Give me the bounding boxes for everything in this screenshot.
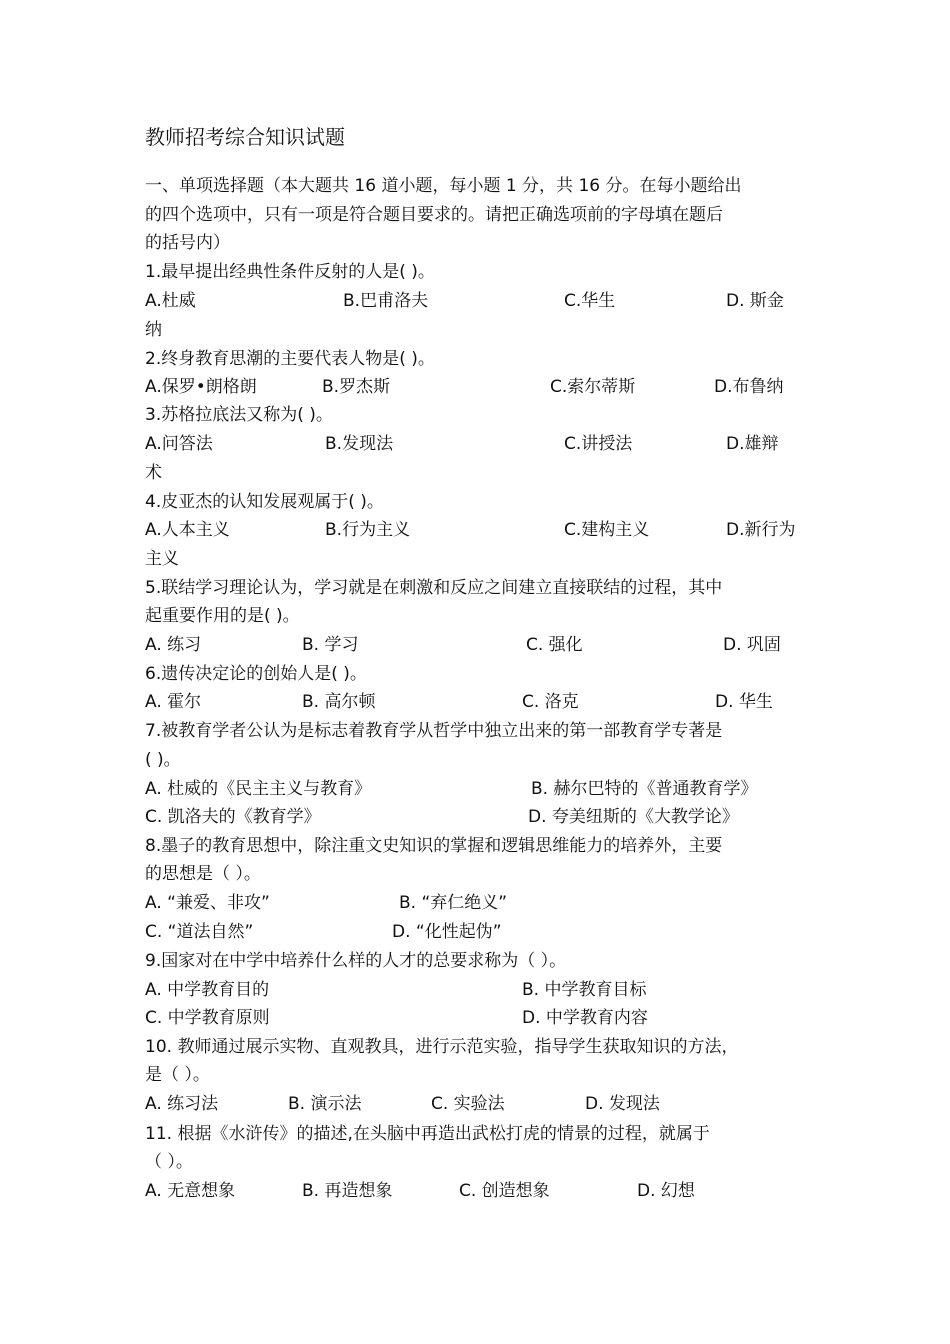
question-11-option-c: C. 创造想象 — [459, 1181, 550, 1201]
question-5-stem-line-1: 5.联结学习理论认为，学习就是在刺激和反应之间建立直接联结的过程，其中 — [145, 578, 723, 598]
question-10-option-a: A. 练习法 — [145, 1094, 219, 1114]
question-2-option-b: B.罗杰斯 — [322, 377, 391, 397]
question-8-stem-line-2: 的思想是（ ）。 — [145, 864, 261, 884]
question-11-stem-line-2: （ ）。 — [145, 1152, 193, 1172]
question-2-stem: 2.终身教育思潮的主要代表人物是( )。 — [145, 349, 435, 369]
question-6-option-c: C. 洛克 — [522, 692, 579, 712]
question-4-option-a: A.人本主义 — [145, 520, 230, 540]
question-10-stem-line-1: 10. 教师通过展示实物、直观教具，进行示范实验，指导学生获取知识的方法， — [145, 1037, 739, 1057]
question-3-option-wrap: 术 — [145, 463, 162, 483]
question-7-option-c: C. 凯洛夫的《教育学》 — [145, 807, 321, 827]
question-5-option-d: D. 巩固 — [723, 635, 781, 655]
question-7-option-d: D. 夸美纽斯的《大教学论》 — [528, 807, 739, 827]
question-4-option-c: C.建构主义 — [564, 520, 650, 540]
section-heading-line-2: 的四个选项中，只有一项是符合题目要求的。请把正确选项前的字母填在题后 — [145, 205, 723, 225]
question-3-option-b: B.发现法 — [325, 434, 394, 454]
question-9-stem: 9.国家对在中学中培养什么样的人才的总要求称为（ ）。 — [145, 951, 567, 971]
question-8-option-d: D. “化性起伪” — [392, 922, 502, 942]
question-11-stem-line-1: 11. 根据《水浒传》的描述,在头脑中再造出武松打虎的情景的过程，就属于 — [145, 1124, 710, 1144]
question-3-stem: 3.苏格拉底法又称为( )。 — [145, 405, 333, 425]
question-10-stem-line-2: 是（ ）。 — [145, 1065, 210, 1085]
question-1-option-wrap: 纳 — [145, 320, 162, 340]
question-10-option-c: C. 实验法 — [431, 1094, 505, 1114]
question-11-option-a: A. 无意想象 — [145, 1181, 236, 1201]
question-1-option-d: D. 斯金 — [726, 291, 784, 311]
exam-page — [145, 0, 825, 1344]
question-6-stem: 6.遗传决定论的创始人是( )。 — [145, 664, 367, 684]
question-8-option-c: C. “道法自然” — [145, 922, 254, 942]
question-5-stem-line-2: 起重要作用的是( )。 — [145, 606, 300, 626]
question-1-stem: 1.最早提出经典性条件反射的人是( )。 — [145, 262, 435, 282]
question-10-option-b: B. 演示法 — [288, 1094, 362, 1114]
question-10-option-d: D. 发现法 — [585, 1094, 660, 1114]
question-8-stem-line-1: 8.墨子的教育思想中，除注重文史知识的掌握和逻辑思维能力的培养外，主要 — [145, 836, 723, 856]
question-6-option-b: B. 高尔顿 — [302, 692, 376, 712]
question-9-option-d: D. 中学教育内容 — [522, 1008, 648, 1028]
question-2-option-d: D.布鲁纳 — [714, 377, 784, 397]
question-9-option-b: B. 中学教育目标 — [522, 980, 647, 1000]
page-title: 教师招考综合知识试题 — [145, 125, 345, 149]
question-6-option-d: D. 华生 — [715, 692, 773, 712]
question-6-option-a: A. 霍尔 — [145, 692, 202, 712]
question-4-option-b: B.行为主义 — [325, 520, 411, 540]
section-heading-line-3: 的括号内） — [145, 233, 230, 253]
question-4-stem: 4.皮亚杰的认知发展观属于( )。 — [145, 492, 384, 512]
question-3-option-c: C.讲授法 — [564, 434, 633, 454]
question-1-option-a: A.杜威 — [145, 291, 196, 311]
question-1-option-b: B.巴甫洛夫 — [343, 291, 429, 311]
question-9-option-c: C. 中学教育原则 — [145, 1008, 270, 1028]
question-7-option-b: B. 赫尔巴特的《普通教育学》 — [531, 779, 758, 799]
section-heading-line-1: 一、单项选择题（本大题共 16 道小题，每小题 1 分，共 16 分。在每小题给出 — [145, 176, 742, 196]
question-9-option-a: A. 中学教育目的 — [145, 980, 270, 1000]
question-5-option-a: A. 练习 — [145, 635, 202, 655]
question-2-option-c: C.索尔蒂斯 — [550, 377, 636, 397]
question-11-option-d: D. 幻想 — [637, 1181, 695, 1201]
question-4-option-wrap: 主义 — [145, 549, 179, 569]
question-8-option-b: B. “弃仁绝义” — [399, 893, 508, 913]
question-4-option-d: D.新行为 — [726, 520, 796, 540]
question-7-stem-line-2: ( )。 — [145, 750, 181, 770]
question-2-option-a: A.保罗•朗格朗 — [145, 377, 257, 397]
question-5-option-b: B. 学习 — [302, 635, 359, 655]
question-8-option-a: A. “兼爱、非攻” — [145, 893, 270, 913]
question-3-option-d: D.雄辩 — [726, 434, 779, 454]
question-7-stem-line-1: 7.被教育学者公认为是标志着教育学从哲学中独立出来的第一部教育学专著是 — [145, 721, 723, 741]
question-5-option-c: C. 强化 — [526, 635, 583, 655]
question-11-option-b: B. 再造想象 — [302, 1181, 393, 1201]
question-7-option-a: A. 杜威的《民主主义与教育》 — [145, 779, 372, 799]
question-1-option-c: C.华生 — [564, 291, 616, 311]
question-3-option-a: A.问答法 — [145, 434, 213, 454]
